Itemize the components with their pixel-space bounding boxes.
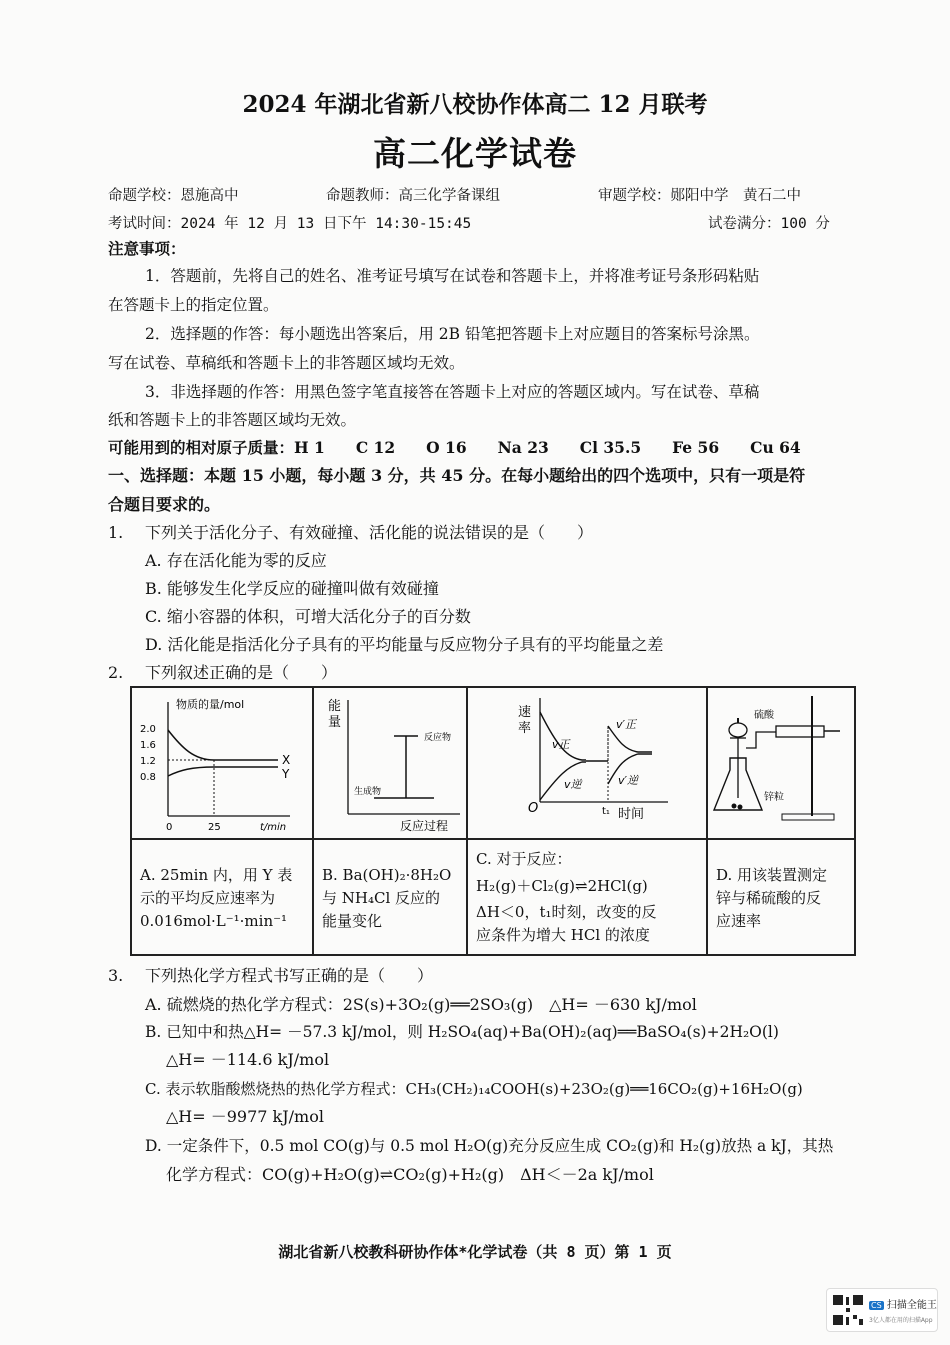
figure-c-xlabel: 时间 <box>618 807 645 822</box>
q1-option-a: A. 存在活化能为零的反应 <box>145 551 327 570</box>
figure-a-xtick: 0 <box>166 822 173 833</box>
funnel-bulb <box>729 723 747 737</box>
option-b-caption <box>313 839 467 955</box>
paper-title: 高二化学试卷 <box>373 134 577 173</box>
figure-c-graph <box>468 688 706 834</box>
caption-line: H₂(g)＋Cl₂(g)⇌2HCl(g) <box>476 877 648 895</box>
caption-line: ΔH＜0，t₁时刻，改变的反 <box>476 903 657 921</box>
curve-y <box>168 767 278 776</box>
q2-number: 2. <box>108 663 124 682</box>
section-heading: 一、选择题：本题 15 小题，每小题 3 分，共 45 分。在每小题给出的四个选项中，只有一项是符 <box>108 466 806 485</box>
setting-teacher: 命题教师：高三化学备课组 <box>326 188 500 204</box>
q3-option-a: A. 硫燃烧的热化学方程式：2S(s)+3O₂(g)══2SO₃(g) △H= －630 kJ/mol <box>145 995 697 1014</box>
qr-code-icon <box>831 1293 865 1327</box>
badge-subtitle: 3亿人都在用的扫描App <box>869 1317 933 1324</box>
v-reverse-new-label: v′逆 <box>618 774 639 787</box>
figure-b-ylabel: 量 <box>328 715 342 730</box>
notes-heading: 注意事项： <box>108 239 186 258</box>
figure-a-xtick: 25 <box>208 822 221 833</box>
caption-line: 应速率 <box>716 912 762 930</box>
note-1b: 在答题卡上的指定位置。 <box>108 296 279 314</box>
q3-number: 3. <box>108 966 124 985</box>
zinc-granule <box>732 804 737 809</box>
q3-option-b: B. 已知中和热△H= －57.3 kJ/mol，则 H₂SO₄(aq)+Ba(OH)₂(aq)══BaSO₄(s)+2H₂O(l) <box>145 1023 779 1041</box>
q3-option-d: D. 一定条件下，0.5 mol CO(g)与 0.5 mol H₂O(g)充分反应生成 CO₂(g)和 H₂(g)放热 a kJ，其热 <box>145 1137 834 1155</box>
v-forward-curve <box>540 712 586 760</box>
figure-a-cell <box>131 687 313 839</box>
exam-time: 考试时间：2024 年 12 月 13 日下午 14:30-15:45 <box>108 216 472 232</box>
q3-stem: 下列热化学方程式书写正确的是（ ） <box>145 966 434 985</box>
scanner-badge <box>826 1288 938 1332</box>
apparatus-drawing <box>708 688 854 834</box>
q3-option-c: C. 表示软脂酸燃烧热的热化学方程式：CH₃(CH₂)₁₄COOH(s)+23O₂(g)══16CO₂(g)+16H₂O(g) <box>145 1080 803 1098</box>
atomic-masses: 可能用到的相对原子质量：H 1 C 12 O 16 Na 23 Cl 35.5 Fe 56 Cu 64 <box>108 438 801 457</box>
figure-d-cell <box>707 687 855 839</box>
v-forward-new-label: v′正 <box>616 718 637 731</box>
acid-label: 硫酸 <box>754 710 774 721</box>
q3-option-d-cont: 化学方程式：CO(g)+H₂O(g)⇌CO₂(g)+H₂(g) ΔH＜－2a kJ/mol <box>166 1165 654 1184</box>
option-d-caption <box>707 839 855 955</box>
figure-a-ytick: 0.8 <box>140 772 156 783</box>
q1-option-d: D. 活化能是指活化分子具有的平均能量与反应物分子具有的平均能量之差 <box>145 635 664 654</box>
exam-title: 2024 年湖北省新八校协作体高二 12 月联考 <box>242 91 708 118</box>
badge-brand: CS 扫描全能王 <box>871 1300 937 1311</box>
review-school: 审题学校：郧阳中学 黄石二中 <box>598 188 801 204</box>
figure-a-xlabel: t/min <box>260 822 287 833</box>
q2-stem: 下列叙述正确的是（ ） <box>145 663 338 682</box>
caption-line: 应条件为增大 HCl 的浓度 <box>476 926 650 944</box>
caption-line: D. 用该装置测定 <box>716 866 828 884</box>
figure-a-ytick: 2.0 <box>140 724 156 735</box>
v-forward-label: v正 <box>552 738 570 751</box>
v-reverse-label: v逆 <box>564 778 582 791</box>
origin-label: O <box>528 801 539 816</box>
cs-logo-icon: CS <box>871 1301 882 1310</box>
figure-c-ylabel: 速 <box>518 705 532 720</box>
note-2a: 2．选择题的作答：每小题选出答案后，用 2B 铅笔把答题卡上对应题目的答案标号涂黑。 <box>145 325 760 343</box>
t1-label: t₁ <box>602 806 610 817</box>
product-label: 生成物 <box>354 787 382 797</box>
full-score: 试卷满分：100 分 <box>708 216 830 232</box>
figure-c-ylabel: 率 <box>518 721 532 736</box>
figure-b-cell <box>313 687 467 839</box>
note-1a: 1．答题前，先将自己的姓名、准考证号填写在试卷和答题卡上，并将准考证号条形码粘贴 <box>145 267 760 285</box>
caption-line: 能量变化 <box>322 912 383 930</box>
curve-x <box>168 730 278 760</box>
figure-a-ytick: 1.6 <box>140 740 156 751</box>
note-2b: 写在试卷、草稿纸和答题卡上的非答题区域均无效。 <box>108 354 465 372</box>
section-heading-2: 合题目要求的。 <box>108 495 221 514</box>
figure-a-graph <box>132 688 312 834</box>
option-c-caption <box>467 839 707 955</box>
caption-line: 锌与稀硫酸的反 <box>716 889 822 907</box>
caption-line: 0.016mol·L⁻¹·min⁻¹ <box>140 912 288 930</box>
caption-line: 与 NH₄Cl 反应的 <box>322 889 441 907</box>
q1-option-c: C. 缩小容器的体积，可增大活化分子的百分数 <box>145 607 471 626</box>
q3-option-b-cont: △H= －114.6 kJ/mol <box>166 1050 330 1069</box>
option-a-caption <box>131 839 313 955</box>
figure-b-ylabel: 能 <box>328 699 342 714</box>
note-3b: 纸和答题卡上的非答题区域均无效。 <box>108 411 357 429</box>
q1-number: 1. <box>108 523 124 542</box>
figure-c-cell <box>467 687 707 839</box>
zinc-label: 锌粒 <box>764 792 784 803</box>
caption-line: B. Ba(OH)₂·8H₂O <box>322 866 452 884</box>
setting-school: 命题学校：恩施高中 <box>108 188 239 204</box>
reactant-label: 反应物 <box>424 733 452 743</box>
q1-option-b: B. 能够发生化学反应的碰撞叫做有效碰撞 <box>145 579 439 598</box>
figure-a-ytick: 1.2 <box>140 756 156 767</box>
figure-b-graph <box>314 688 466 834</box>
note-3a: 3．非选择题的作答：用黑色签字笔直接答在答题卡上对应的答题区域内。写在试卷、草稿 <box>145 383 760 401</box>
zinc-granule <box>738 805 743 810</box>
q1-stem: 下列关于活化分子、有效碰撞、活化能的说法错误的是（ ） <box>145 523 594 542</box>
q3-option-c-cont: △H= －9977 kJ/mol <box>166 1107 324 1126</box>
delivery-tube <box>746 732 776 748</box>
caption-line: A. 25min 内，用 Y 表 <box>140 866 293 884</box>
curve-y-label: Y <box>282 767 290 781</box>
page-footer: 湖北省新八校教科研协作体*化学试卷（共 8 页）第 1 页 <box>278 1243 672 1261</box>
caption-line: 示的平均反应速率为 <box>140 889 276 907</box>
q2-figure-table <box>130 686 856 956</box>
stand-base <box>782 814 834 820</box>
caption-line: C. 对于反应： <box>476 850 572 868</box>
gas-syringe <box>776 726 824 737</box>
figure-a-ylabel: 物质的量/mol <box>176 698 245 711</box>
figure-b-xlabel: 反应过程 <box>400 819 449 833</box>
curve-x-label: X <box>282 753 291 767</box>
